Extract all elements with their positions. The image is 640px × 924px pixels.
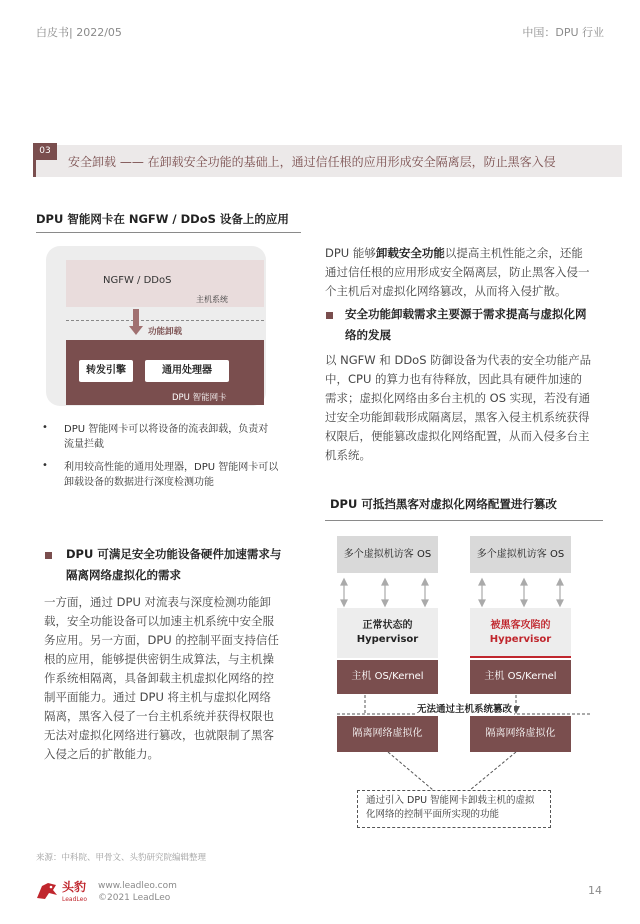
right-section-heading-line1: 安全功能卸载需求主要源于需求提高与虚拟化网 <box>345 307 587 321</box>
section-banner-text: 安全卸载 —— 在卸载安全功能的基础上，通过信任根的应用形成安全隔离层，防止黑客入侵 <box>68 155 556 169</box>
paragraph-line: 根的应用，能够提供密钥生成算法，与主机操 <box>44 652 274 666</box>
right-section-heading-line2: 络的发展 <box>345 328 391 342</box>
leadleo-logo <box>34 876 92 908</box>
left-figure-title: DPU 智能网卡在 NGFW / DDoS 设备上的应用 <box>36 212 289 226</box>
logo-text: 头豹 <box>62 880 87 894</box>
paragraph-line: 机系统。 <box>325 448 371 462</box>
section-number-tag: 03 <box>33 143 57 160</box>
paragraph-line: 务应用。另一方面，DPU 的控制平面支持信任 <box>44 633 279 647</box>
left-section-heading-line2: 隔离网络虚拟化的需求 <box>66 568 181 582</box>
paragraph-line: 需求；虚拟化网络由多台主机的 OS 实现，若没有通 <box>325 391 591 405</box>
right-paragraph-2 <box>325 351 600 465</box>
ngfw-label: NGFW / DDoS <box>103 275 172 286</box>
attack-highlight-line <box>470 656 571 658</box>
leopard-logo-icon <box>34 878 60 904</box>
left-bullet-2: 利用较高性能的通用处理器，DPU 智能网卡可以卸载设备的数据进行深度检测功能 <box>64 462 279 488</box>
footer-website: www.leadleo.com <box>98 881 177 891</box>
paragraph-line: 一方面，通过 DPU 对流表与深度检测功能卸 <box>44 595 272 609</box>
guest-os-box-right: 多个虚拟机访客 OS <box>470 536 571 573</box>
footer-urls <box>98 880 177 904</box>
offload-arrow-stem <box>133 309 139 327</box>
paragraph-line: 作系统相隔离，具备卸载主机虚拟化网络的控 <box>44 671 274 685</box>
paragraph-line: 隔离，黑客入侵了一台主机系统并获得权限也 <box>44 709 274 723</box>
paragraph-line <box>325 244 600 263</box>
page-number: 14 <box>588 884 602 897</box>
paragraph-line: 以 NGFW 和 DDoS 防御设备为代表的安全功能产品 <box>325 353 592 367</box>
bullet-dot-icon: • <box>42 460 48 471</box>
paragraph-line: 制平面能力。通过 DPU 将主机与虚拟化网络 <box>44 690 272 704</box>
square-bullet-icon <box>45 552 52 559</box>
paragraph-line: 权限后，便能篡改虚拟化网络配置，从而入侵多台主 <box>325 429 590 443</box>
offload-label: 功能卸载 <box>148 327 183 337</box>
boundary-dashed-line <box>66 320 264 321</box>
dpu-card-label: DPU 智能网卡 <box>172 393 227 403</box>
left-figure-divider <box>36 232 301 233</box>
right-paragraph-1 <box>325 244 600 301</box>
left-bullet-1: DPU 智能网卡可以将设备的流表卸载，负责对流量拦截 <box>64 424 269 450</box>
paragraph-line: 个主机后对虚拟化网络篡改，从而将入侵扩散。 <box>325 284 567 298</box>
normal-hypervisor-line2: Hypervisor <box>356 634 419 645</box>
right-figure-title: DPU 可抵挡黑客对虚拟化网络配置进行篡改 <box>330 497 557 511</box>
para-text: DPU 能够 <box>325 246 376 260</box>
normal-hypervisor-line1: 正常状态的 <box>362 620 413 631</box>
paragraph-line: 无法对虚拟化网络进行篡改，也就限制了黑客 <box>44 728 274 742</box>
attacked-hypervisor-line2: Hypervisor <box>489 634 552 645</box>
left-section-heading-line1: DPU 可满足安全功能设备硬件加速需求与 <box>66 547 282 561</box>
paragraph-line: 过安全功能卸载形成隔离层，黑客入侵主机系统获得 <box>325 410 590 424</box>
paragraph-line: 入侵之后的扩散能力。 <box>44 747 159 761</box>
square-bullet-icon <box>326 312 333 319</box>
host-system-label: 主机系统 <box>196 295 228 304</box>
paragraph-line: 中，CPU 的算力也有待释放，因此具有硬件加速的 <box>325 372 583 386</box>
general-processor-box: 通用处理器 <box>145 360 229 382</box>
isolated-network-box-right: 隔离网络虚拟化 <box>470 716 571 752</box>
attacked-hypervisor-box <box>470 608 571 658</box>
normal-hypervisor-box <box>337 608 438 658</box>
paragraph-line: 载，安全功能设备可以加速主机系统中安全服 <box>44 614 274 628</box>
bullet-dot-icon: • <box>42 422 48 433</box>
dpu-note-box: 通过引入 DPU 智能网卡卸载主机的虚拟化网络的控制平面所实现的功能 <box>357 790 551 828</box>
host-kernel-box-right: 主机 OS/Kernel <box>470 660 571 694</box>
source-note: 来源：中科院、甲骨文、头豹研究院编辑整理 <box>36 853 207 863</box>
left-paragraph <box>44 593 294 764</box>
header-left: 白皮书| 2022/05 <box>36 26 122 39</box>
host-kernel-box-left: 主机 OS/Kernel <box>337 660 438 694</box>
paragraph-line: 通过信任根的应用形成安全隔离层，防止黑客入侵一 <box>325 265 590 279</box>
right-figure-divider <box>325 520 603 521</box>
logo-subtext: LeadLeo <box>62 896 88 903</box>
para-text: 以提高主机性能之余，还能 <box>444 246 583 260</box>
footer-copyright: ©2021 LeadLeo <box>98 893 171 903</box>
guest-os-box-left: 多个虚拟机访客 OS <box>337 536 438 573</box>
attacked-hypervisor-line1: 被黑客攻陷的 <box>490 620 551 631</box>
blocked-tamper-label: 无法通过主机系统篡改 <box>415 701 514 715</box>
forwarding-engine-box: 转发引擎 <box>79 360 133 382</box>
isolated-network-box-left: 隔离网络虚拟化 <box>337 716 438 752</box>
para-bold-text: 卸载安全功能 <box>375 246 445 260</box>
offload-arrow-icon <box>129 326 143 335</box>
header-right: 中国：DPU 行业 <box>522 26 604 39</box>
